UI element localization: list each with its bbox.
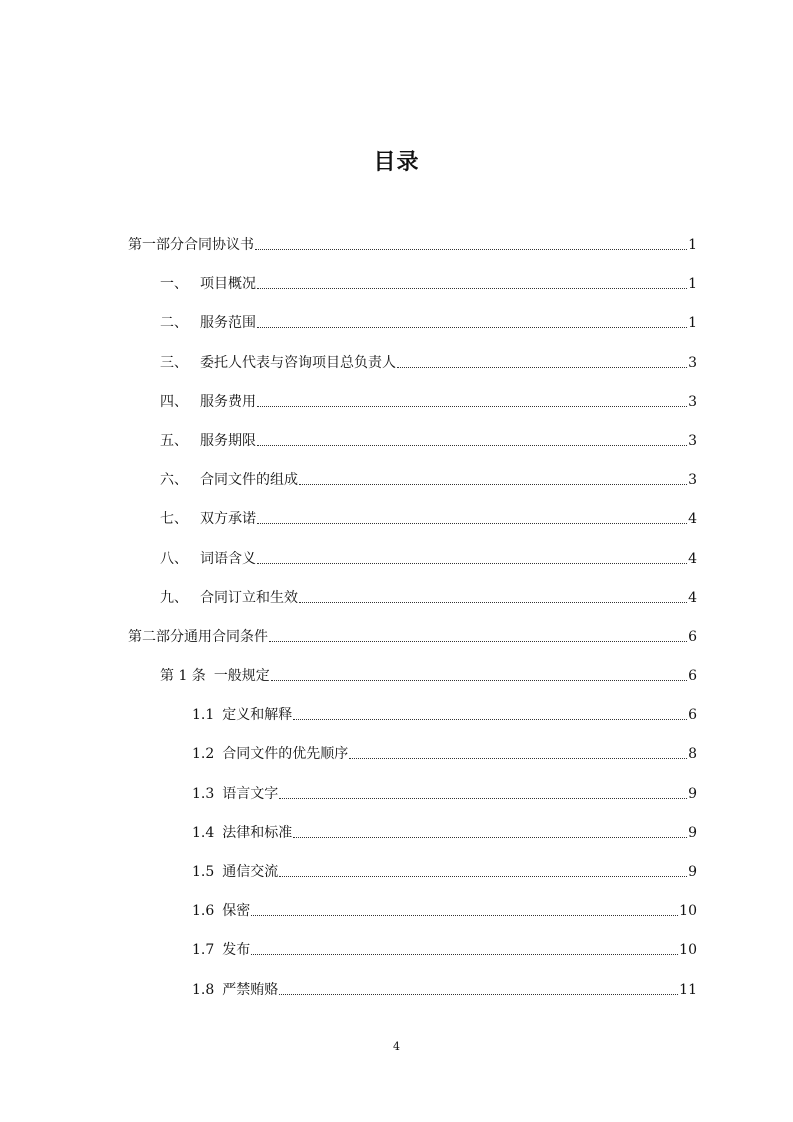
toc-entry-number: 五、 — [160, 432, 188, 449]
toc-entry[interactable] — [128, 274, 697, 313]
toc-entry-page: 1 — [688, 276, 697, 293]
toc-entry-page: 10 — [679, 903, 697, 920]
toc-entry[interactable] — [128, 392, 697, 431]
toc-entry-label: 第一部分合同协议书 — [128, 237, 254, 253]
toc-entry-label: 服务费用 — [200, 393, 256, 410]
toc-entry-page: 4 — [688, 511, 697, 528]
toc-entry-number: 三、 — [160, 354, 188, 371]
dot-leader — [251, 940, 678, 955]
toc-entry-number: 八、 — [160, 550, 188, 567]
toc-entry-label: 双方承诺 — [200, 511, 256, 528]
toc-entry-number: 1.8 — [192, 981, 215, 998]
toc-entry[interactable] — [128, 470, 697, 509]
toc-entry[interactable] — [128, 901, 697, 940]
toc-entry-page: 8 — [688, 746, 697, 763]
dot-leader — [257, 274, 687, 289]
toc-entry-label: 项目概况 — [200, 276, 256, 293]
toc-entry-number: 七、 — [160, 511, 188, 528]
toc-entry[interactable] — [128, 666, 697, 705]
toc-entry-label: 第二部分通用合同条件 — [128, 628, 268, 645]
toc-entry-page: 3 — [688, 393, 697, 410]
dot-leader — [293, 823, 687, 838]
dot-leader — [269, 627, 687, 642]
toc-entry-page: 9 — [688, 864, 697, 880]
toc-entry-number: 1.3 — [192, 785, 215, 802]
toc-entry-label: 语言文字 — [222, 785, 279, 802]
toc-entry[interactable] — [128, 235, 697, 274]
toc-entry[interactable] — [128, 862, 697, 901]
toc-entry[interactable] — [128, 980, 697, 1019]
toc-entry-number: 六、 — [160, 472, 188, 489]
dot-leader — [299, 588, 687, 603]
toc-entry-label: 严禁贿赂 — [222, 981, 279, 998]
dot-leader — [257, 313, 687, 328]
dot-leader — [279, 862, 687, 877]
toc-entry-page: 9 — [688, 785, 697, 802]
toc-entry[interactable] — [128, 509, 697, 548]
toc-entry[interactable] — [128, 353, 697, 392]
toc-entry-label: 通信交流 — [222, 864, 279, 880]
dot-leader — [255, 235, 687, 250]
toc-entry-label: 发布 — [222, 942, 251, 959]
toc-entry-label: 定义和解释 — [222, 707, 293, 724]
dot-leader — [271, 666, 687, 681]
toc-entry-number: 四、 — [160, 393, 188, 410]
dot-leader — [349, 744, 687, 759]
toc-entry-number: 1.4 — [192, 824, 215, 841]
toc-entry-page: 11 — [679, 981, 697, 998]
toc-entry-label: 委托人代表与咨询项目总负责人 — [200, 354, 396, 371]
toc-entry-label: 法律和标准 — [222, 824, 293, 841]
toc-entry[interactable] — [128, 784, 697, 823]
dot-leader — [257, 509, 687, 524]
page-number: 4 — [393, 1040, 400, 1053]
toc-entry[interactable] — [128, 313, 697, 352]
toc-entry-label: 保密 — [222, 903, 251, 920]
toc-entry-label: 词语含义 — [200, 550, 256, 567]
toc-entry-label: 合同文件的组成 — [200, 472, 298, 489]
dot-leader — [299, 470, 687, 485]
toc-entry-number: 一、 — [160, 276, 188, 293]
toc-entry-page: 6 — [688, 707, 697, 724]
toc-entry-number: 1.5 — [192, 864, 215, 880]
toc-entry-number: 1.1 — [192, 707, 215, 724]
toc-entry[interactable] — [128, 627, 697, 666]
toc-entry-page: 4 — [688, 550, 697, 567]
toc-entry-label: 合同订立和生效 — [200, 589, 298, 606]
toc-entry[interactable] — [128, 823, 697, 862]
toc-title: 目录 — [373, 150, 420, 175]
dot-leader — [293, 705, 687, 720]
toc-entry-page: 1 — [688, 237, 697, 253]
toc-entry-page: 10 — [679, 942, 697, 959]
toc-entry-number: 二、 — [160, 315, 188, 332]
toc-entry-page: 3 — [688, 472, 697, 489]
dot-leader — [397, 353, 687, 368]
table-of-contents — [128, 235, 697, 1019]
toc-entry-label: 服务期限 — [200, 432, 256, 449]
toc-entry-label: 服务范围 — [200, 315, 256, 332]
toc-entry-number: 1.6 — [192, 903, 215, 920]
toc-entry-number: 九、 — [160, 589, 188, 606]
dot-leader — [257, 431, 687, 446]
toc-entry-page: 3 — [688, 354, 697, 371]
dot-leader — [279, 980, 678, 995]
toc-entry-number: 1.2 — [192, 746, 215, 763]
toc-entry[interactable] — [128, 940, 697, 979]
toc-entry-label: 合同文件的优先顺序 — [222, 746, 349, 763]
toc-entry-page: 3 — [688, 432, 697, 449]
dot-leader — [257, 392, 687, 407]
toc-entry-number: 1.7 — [192, 942, 215, 959]
dot-leader — [257, 549, 687, 564]
toc-entry-page: 4 — [688, 589, 697, 606]
toc-entry[interactable] — [128, 705, 697, 744]
toc-entry-label: 一般规定 — [213, 668, 270, 685]
toc-entry[interactable] — [128, 431, 697, 470]
toc-entry-page: 1 — [688, 315, 697, 332]
toc-entry-page: 9 — [688, 824, 697, 841]
dot-leader — [279, 784, 687, 799]
toc-entry[interactable] — [128, 549, 697, 588]
toc-entry[interactable] — [128, 744, 697, 783]
toc-entry-page: 6 — [688, 628, 697, 645]
toc-entry-page: 6 — [688, 668, 697, 685]
toc-entry[interactable] — [128, 588, 697, 627]
dot-leader — [251, 901, 678, 916]
toc-entry-number: 第 1 条 — [160, 668, 206, 685]
